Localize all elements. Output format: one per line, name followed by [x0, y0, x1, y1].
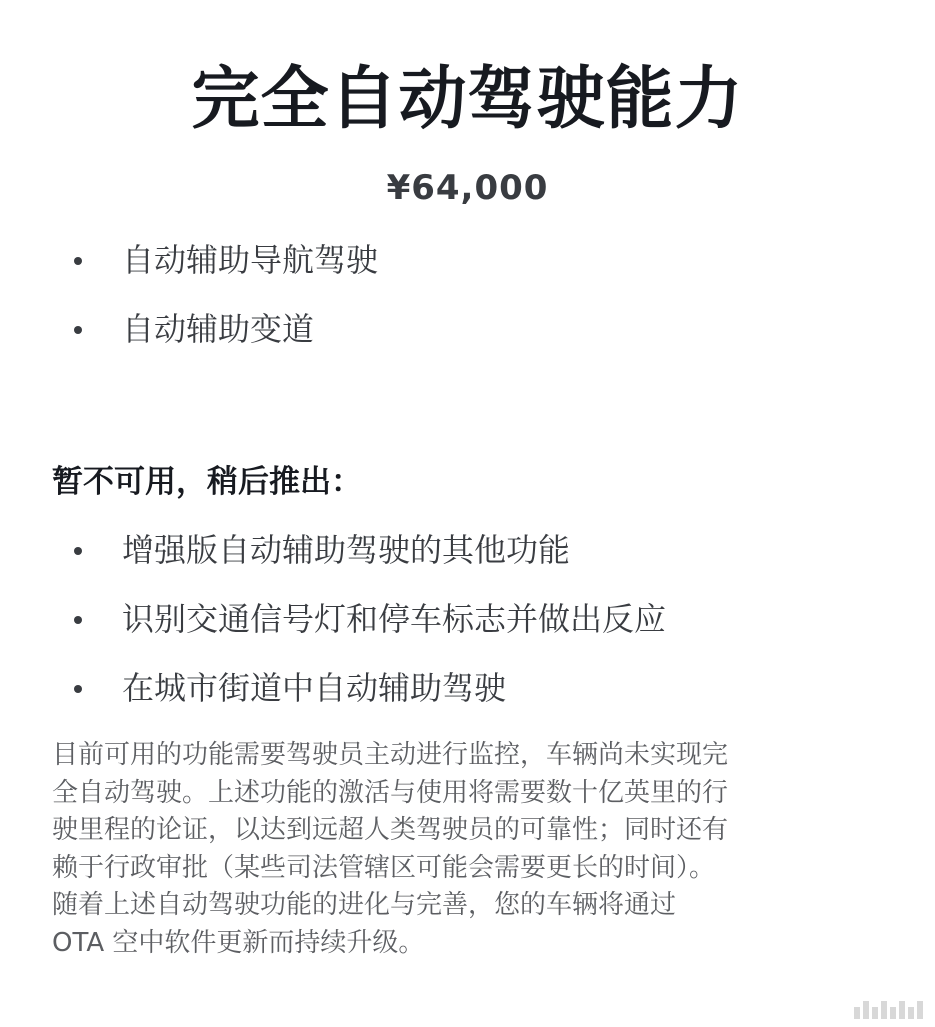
disclaimer-line: 随着上述自动驾驶功能的进化与完善，您的车辆将通过	[52, 890, 677, 920]
price-label: ¥64,000	[386, 168, 549, 208]
feature-label: 识别交通信号灯和停车标志并做出反应	[122, 600, 667, 638]
feature-label: 增强版自动辅助驾驶的其他功能	[122, 531, 571, 569]
bullet-icon	[74, 547, 82, 555]
bullet-icon	[74, 326, 82, 334]
feature-label: 自动辅助导航驾驶	[122, 241, 379, 279]
disclaimer-line: OTA 空中软件更新而持续升级。	[52, 927, 425, 958]
disclaimer-line: 赖于行政审批（某些司法管辖区可能会需要更长的时间）。	[52, 852, 716, 883]
disclaimer-line: 驶里程的论证，以达到远超人类驾驶员的可靠性；同时还有	[52, 815, 729, 845]
bullet-icon	[74, 257, 82, 265]
watermark-icon	[854, 1001, 923, 1019]
feature-label: 自动辅助变道	[122, 310, 315, 348]
disclaimer-line: 全自动驾驶。上述功能的激活与使用将需要数十亿英里的行	[52, 777, 729, 808]
disclaimer-text	[52, 737, 842, 962]
feature-label: 在城市街道中自动辅助驾驶	[122, 669, 507, 707]
bullet-icon	[74, 685, 82, 693]
page-title: 完全自动驾驶能力	[191, 60, 744, 139]
bullet-icon	[74, 616, 82, 624]
coming-soon-heading: 暂不可用，稍后推出：	[52, 464, 362, 500]
disclaimer-line: 目前可用的功能需要驾驶员主动进行监控，车辆尚未实现完	[52, 740, 729, 770]
